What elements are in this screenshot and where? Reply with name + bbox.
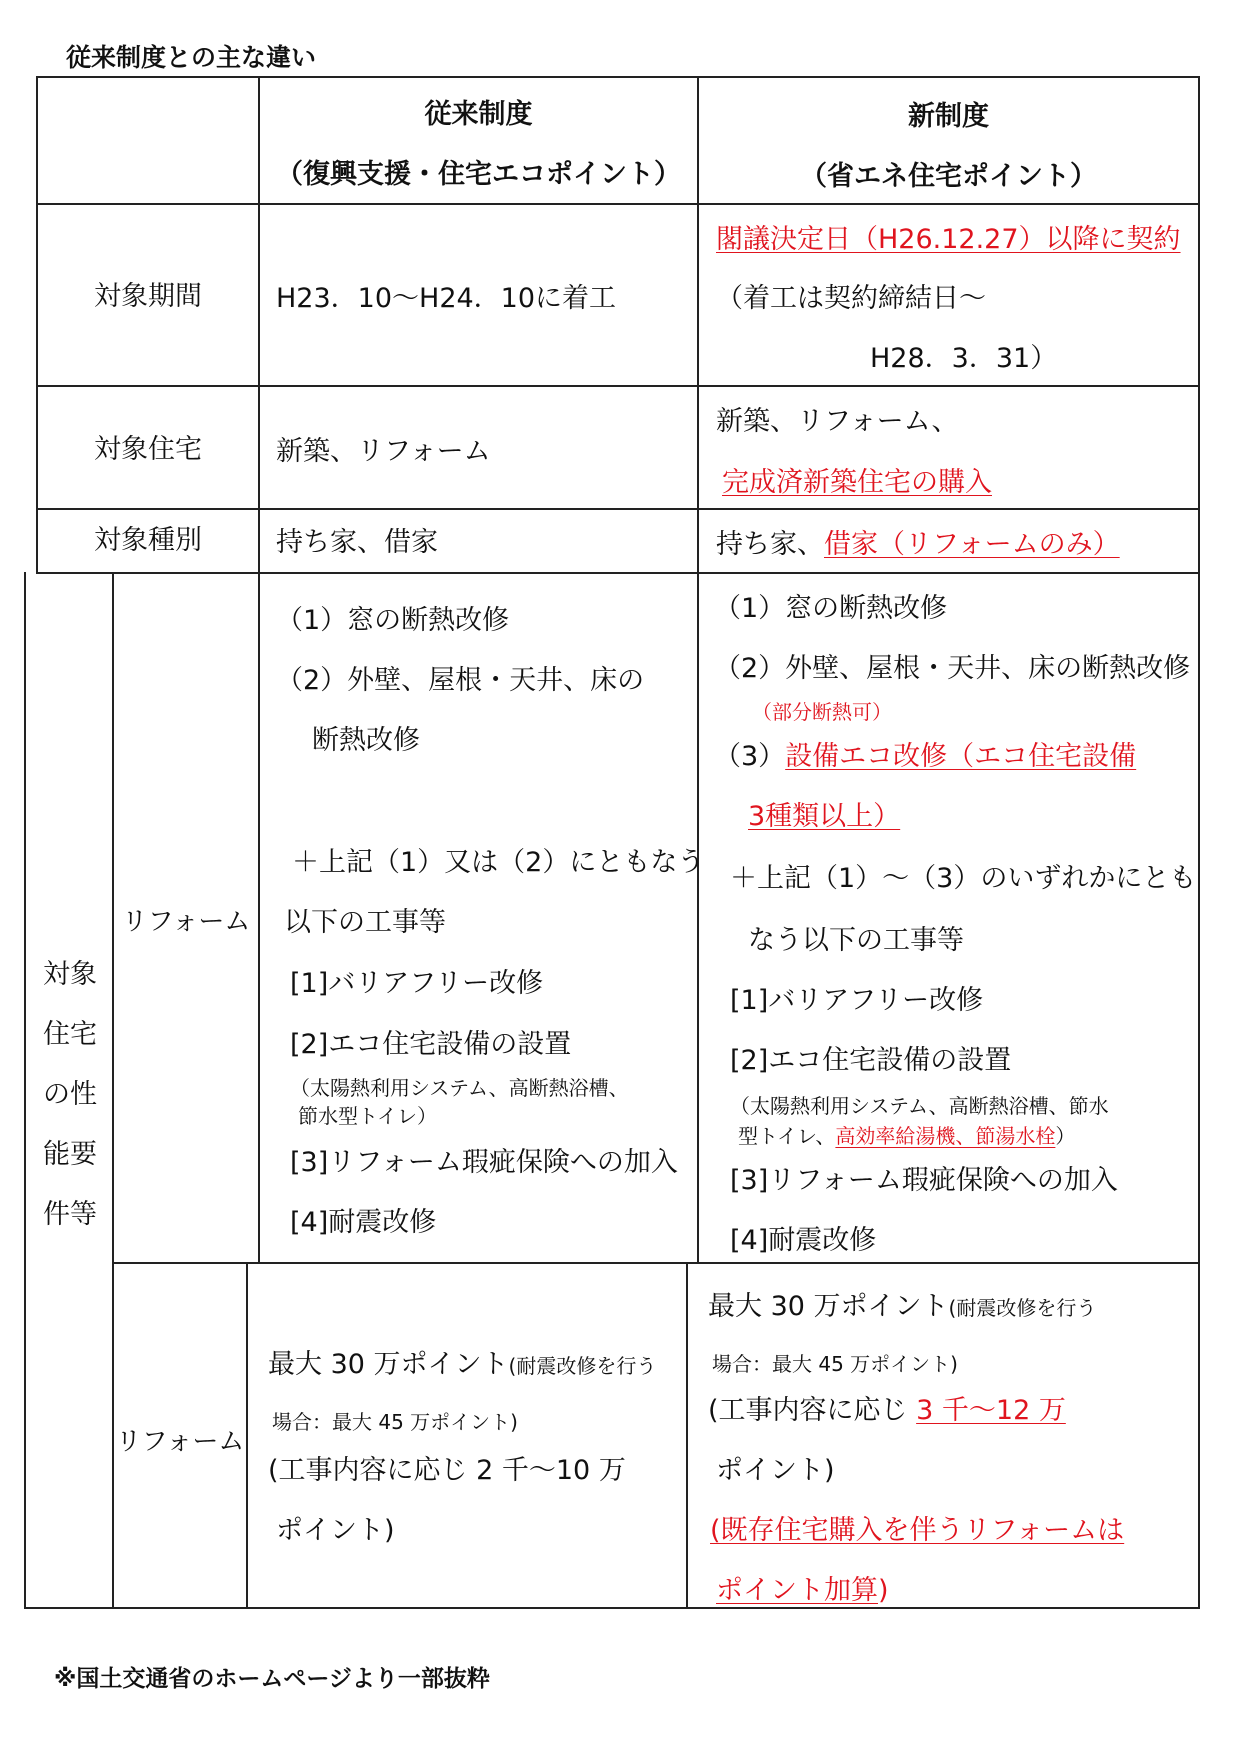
points-new-small: (耐震改修を行う [948,1296,1097,1320]
perf-new-line: [1]バリアフリー改修 [730,985,984,1016]
perf-new-l11-red: 高効率給湯機、節湯水栓 [835,1124,1056,1148]
points-old-small: (耐震改修を行う [508,1354,657,1378]
points-old-big: 最大 30 万ポイント [268,1349,509,1380]
type-new [716,528,1196,562]
header-new-subtitle: （省エネ住宅ポイント） [800,161,1097,192]
perf-new-line: 3種類以上） [748,801,901,832]
page-title: 従来制度との主な違い [66,43,317,72]
housing-new-line1: 新築、リフォーム、 [716,406,959,437]
points-old-line2: 場合：最大 45 万ポイント) [272,1410,518,1434]
points-new-line5: (既存住宅購入を伴うリフォームは [710,1515,1125,1546]
points-old-line3: (工事内容に応じ 2 千～10 万 [268,1455,626,1486]
perf-new-line: （部分断熱可） [752,700,892,724]
perf-new-line: （2）外壁、屋根・天井、床の断熱改修 [714,653,1191,684]
points-reform-label: リフォーム [115,1427,245,1457]
perf-old-line: （1）窓の断熱改修 [276,605,510,636]
perf-new-line: ＋上記（1）～（3）のいずれかにとも [730,863,1197,894]
perf-new-line [738,1124,1075,1149]
type-new-red: 借家（リフォームのみ） [824,529,1120,560]
points-old-line1 [268,1348,656,1382]
type-label: 対象種別 [94,525,202,556]
perf-new-l4-prefix: （3） [714,741,786,772]
points-new-line2: 場合：最大 45 万ポイント) [712,1352,958,1376]
type-new-prefix: 持ち家、 [716,529,824,560]
points-new-l6-red: ポイント加算 [716,1575,878,1606]
footer-note: ※国土交通省のホームページより一部抜粋 [54,1666,490,1692]
period-new-red: 閣議決定日（H26.12.27）以降に契約 [716,224,1181,255]
period-new-line2: （着工は契約締結日～ [716,283,986,314]
perf-old-line: 断熱改修 [312,725,420,756]
perf-old-line: [1]バリアフリー改修 [290,968,544,999]
perf-label-char: 対象 [43,959,97,990]
perf-label-char: の性 [43,1079,97,1110]
perf-new-l11-suffix: ） [1055,1124,1076,1148]
period-old: H23．10～H24．10に着工 [276,283,617,314]
perf-old-line: [2]エコ住宅設備の設置 [290,1029,572,1060]
perf-old-line: [4]耐震改修 [290,1207,437,1238]
perf-label-char: 件等 [43,1199,97,1230]
perf-reform-label: リフォーム [121,907,251,937]
perf-new-line: なう以下の工事等 [748,925,964,956]
points-old-line4: ポイント) [276,1515,395,1546]
points-new-line1 [708,1290,1096,1324]
perf-new-line: [4]耐震改修 [730,1225,877,1256]
housing-label: 対象住宅 [94,434,202,465]
points-new-l6-suffix: ) [878,1575,889,1606]
housing-new-red: 完成済新築住宅の購入 [722,467,992,498]
perf-old-line: 節水型トイレ） [298,1104,437,1128]
header-old-title: 従来制度 [424,99,533,130]
perf-new-l4-red: 設備エコ改修（エコ住宅設備 [785,741,1137,772]
points-new-l3-prefix: (工事内容に応じ [708,1395,917,1426]
perf-new-line: （太陽熱利用システム、高断熱浴槽、節水 [730,1094,1109,1118]
points-new-line6 [716,1574,889,1608]
perf-old-line: 以下の工事等 [284,907,446,938]
header-old-subtitle: （復興支援・住宅エコポイント） [276,159,681,190]
perf-old-line: [3]リフォーム瑕疵保険への加入 [290,1147,678,1178]
type-old: 持ち家、借家 [276,527,438,558]
perf-old-line: （太陽熱利用システム、高断熱浴槽、 [290,1076,629,1100]
housing-old: 新築、リフォーム [276,436,491,467]
points-new-line3 [708,1394,1066,1428]
perf-new-l11-prefix: 型トイレ、 [738,1124,836,1148]
points-new-l3-red: 3 千～12 万 [916,1395,1066,1426]
perf-new-line [714,740,1136,774]
perf-label-char: 住宅 [43,1019,97,1050]
perf-new-line: [3]リフォーム瑕疵保険への加入 [730,1165,1118,1196]
period-label: 対象期間 [94,281,202,312]
perf-old-line: （2）外壁、屋根・天井、床の [276,665,645,696]
period-new-line3: H28．3．31） [870,343,1058,374]
perf-new-line: （1）窓の断熱改修 [714,593,948,624]
perf-label-char: 能要 [43,1139,97,1170]
perf-new-line: [2]エコ住宅設備の設置 [730,1045,1012,1076]
points-new-line4: ポイント) [716,1455,835,1486]
points-new-big: 最大 30 万ポイント [708,1291,949,1322]
perf-old-line: ＋上記（1）又は（2）にともなう [292,847,705,878]
header-new-title: 新制度 [908,101,989,132]
